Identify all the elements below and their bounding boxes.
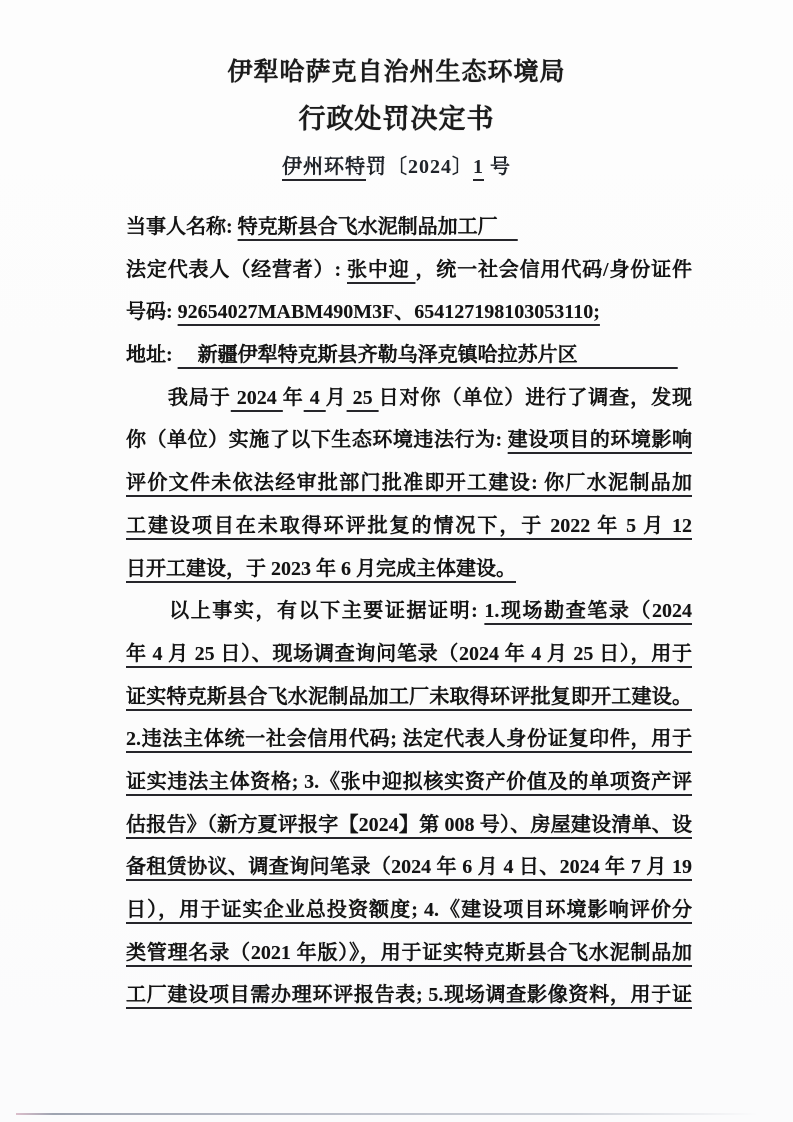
document-line (126, 804, 692, 847)
underlined-field: 类管理名录（2021 年版）》，用于证实特克斯县合飞水泥制品加 (126, 941, 692, 964)
underlined-field: 日开工建设，于 2023 年 6 月完成主体建设。 (126, 557, 516, 580)
underlined-field: 2.违法主体统一社会信用代码; 法定代表人身份证复印件，用于 (126, 728, 692, 751)
document-line (126, 676, 692, 719)
underlined-field: 工厂建设项目需办理环评报告表; 5.现场调查影像资料，用于证 (126, 984, 692, 1007)
document-line (126, 206, 692, 249)
document-line (126, 462, 692, 505)
document-line (126, 718, 692, 761)
document-line (126, 548, 692, 591)
underlined-field: 25 (346, 386, 379, 409)
text-segment: 号 (484, 156, 511, 178)
text-segment: 日对你（单位）进行了调查，发现 (378, 386, 693, 409)
document-line (126, 249, 692, 292)
underlined-field: 评价文件未依法经审批部门批准即开工建设: 你厂水泥制品加 (126, 472, 692, 495)
text-segment: 我局于 (126, 386, 231, 409)
text-segment: 你（单位）实施了以下生态环境违法行为: (126, 429, 508, 452)
scan-edge-line (16, 1113, 758, 1115)
underlined-field: 建设项目的环境影响 (507, 429, 692, 452)
underlined-field: 工建设项目在未取得环评批复的情况下，于 2022 年 5 月 12 (126, 514, 692, 537)
text-segment: 以上事实，有以下主要证据证明: (126, 600, 485, 623)
document-line (126, 761, 692, 804)
text-segment: 月 (325, 386, 347, 409)
document-line (126, 419, 692, 462)
underlined-field: 4 (303, 386, 326, 409)
document-body (126, 206, 692, 1017)
document-line (126, 974, 692, 1017)
underlined-field: 特克斯县合飞水泥制品加工厂 (237, 216, 518, 238)
document-line (126, 633, 692, 676)
text-segment: 罚〔2024〕 (366, 156, 473, 178)
text-segment: 号码: (126, 301, 178, 324)
text-segment: 地址: (126, 344, 178, 367)
text-segment: 年 (282, 386, 304, 409)
underlined-field: 张中迎 (347, 258, 416, 281)
text-segment: 法定代表人（经营者）: (126, 258, 347, 281)
document-line (126, 846, 692, 889)
document-type-title: 行政处罚决定书 (298, 104, 495, 134)
document-header (0, 52, 793, 136)
document-line (126, 505, 692, 548)
underlined-field: 证实特克斯县合飞水泥制品加工厂未取得环评批复即开工建设。 (126, 685, 692, 708)
underlined-field: 估报告》（新方夏评报字【2024】第 008 号）、房屋建设清单、设 (126, 813, 692, 836)
document-line (126, 590, 692, 633)
underlined-field: 新疆伊犁特克斯县齐勒乌泽克镇哈拉苏片区 (177, 344, 678, 367)
document-line (126, 889, 692, 932)
text-segment: ，统一社会信用代码/身份证件 (415, 258, 692, 281)
underlined-field: 年 4 月 25 日）、现场调查询问笔录（2024 年 4 月 25 日），用于 (126, 642, 692, 665)
agency-title: 伊犁哈萨克自治州生态环境局 (227, 59, 566, 86)
underlined-field: 2024 (230, 386, 283, 409)
underlined-field: 1 (473, 156, 484, 178)
underlined-field: 伊州环特 (282, 156, 366, 178)
document-line (126, 377, 692, 420)
underlined-field: 92654027MABM490M3F、654127198103053110; (177, 301, 600, 324)
underlined-field: 备租赁协议、调查询问笔录（2024 年 6 月 4 日、2024 年 7 月 19 (126, 856, 692, 879)
document-line (126, 334, 692, 377)
document-number (0, 150, 793, 179)
document-line (126, 291, 692, 334)
document-line (126, 932, 692, 975)
underlined-field: 1.现场勘查笔录（2024 (484, 600, 692, 623)
underlined-field: 日），用于证实企业总投资额度; 4.《建设项目环境影响评价分 (126, 899, 692, 921)
underlined-field: 证实违法主体资格; 3.《张中迎拟核实资产价值及的单项资产评 (126, 770, 692, 793)
text-segment: 当事人名称: (126, 216, 238, 238)
